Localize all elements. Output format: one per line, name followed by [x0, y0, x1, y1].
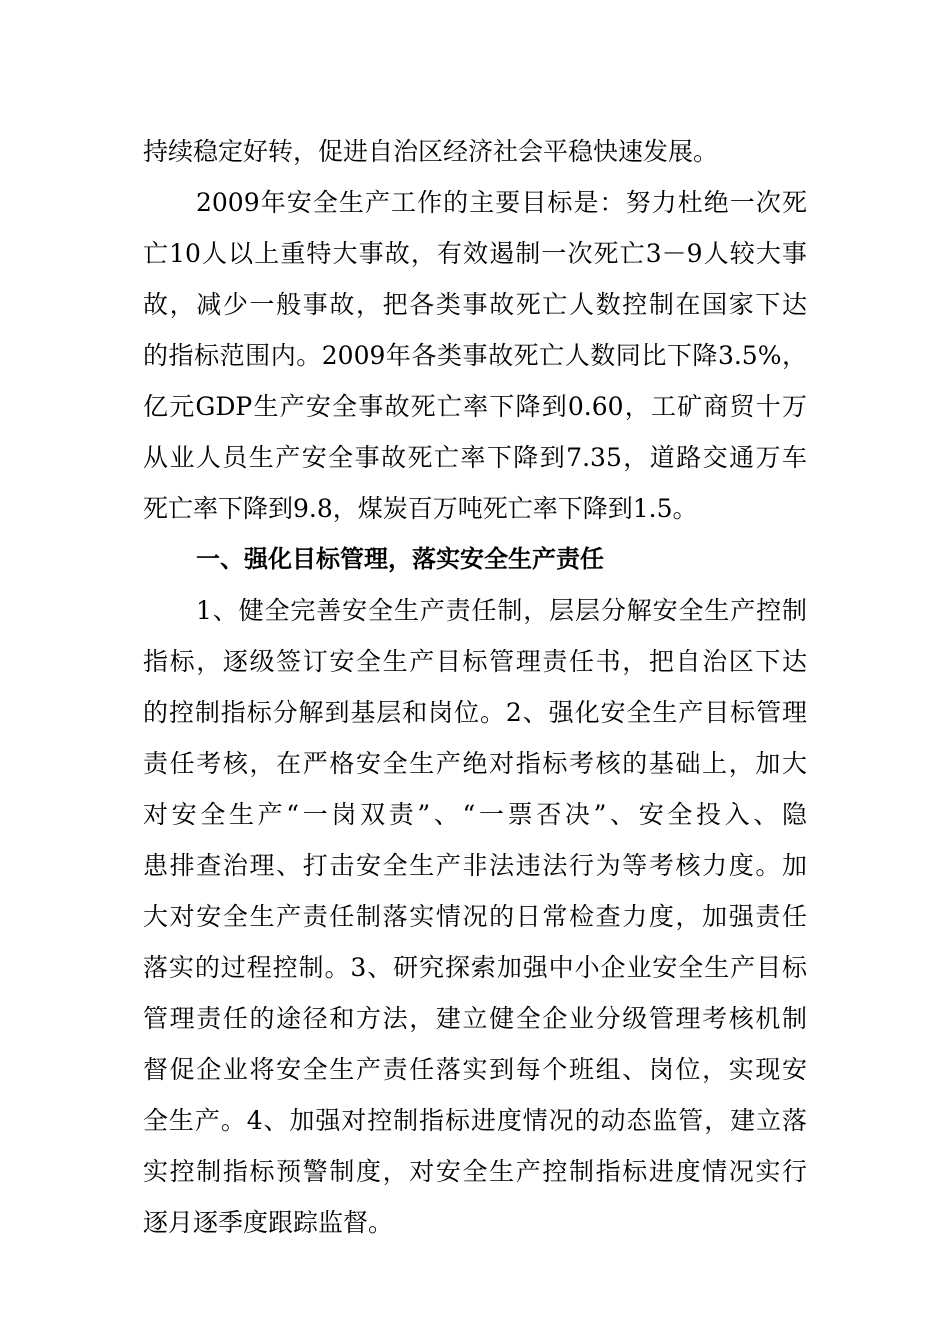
paragraph-line: 从业人员生产安全事故死亡率下降到7.35，道路交通万车 — [143, 443, 807, 472]
paragraph-line: 督促企业将安全生产责任落实到每个班组、岗位，实现安 — [143, 1055, 807, 1084]
paragraph-line: 对安全生产“一岗双责”、“一票否决”、安全投入、隐 — [143, 800, 807, 829]
paragraph-line: 管理责任的途径和方法，建立健全企业分级管理考核机制 — [143, 1004, 807, 1033]
paragraph-line: 实控制指标预警制度，对安全生产控制指标进度情况实行 — [143, 1157, 807, 1186]
paragraph-line: 死亡率下降到9.8，煤炭百万吨死亡率下降到1.5。 — [143, 494, 698, 523]
paragraph-line: 责任考核，在严格安全生产绝对指标考核的基础上，加大 — [143, 749, 807, 778]
paragraph-line: 故，减少一般事故，把各类事故死亡人数控制在国家下达 — [143, 290, 807, 319]
document-body — [143, 126, 807, 1248]
paragraph-line: 落实的过程控制。3、研究探索加强中小企业安全生产目标 — [143, 953, 807, 982]
paragraph-line: 的控制指标分解到基层和岗位。2、强化安全生产目标管理 — [143, 698, 807, 727]
paragraph-line: 全生产。4、加强对控制指标进度情况的动态监管，建立落 — [143, 1106, 807, 1135]
paragraph-line: 持续稳定好转，促进自治区经济社会平稳快速发展。 — [143, 137, 719, 166]
section-heading: 一、强化目标管理，落实安全生产责任 — [196, 545, 604, 573]
paragraph-line: 的指标范围内。2009年各类事故死亡人数同比下降3.5%， — [143, 341, 807, 370]
paragraph-line: 亿元GDP生产安全事故死亡率下降到0.60，工矿商贸十万 — [143, 392, 807, 421]
paragraph-line: 指标，逐级签订安全生产目标管理责任书，把自治区下达 — [143, 647, 807, 676]
paragraph-line: 2009年安全生产工作的主要目标是：努力杜绝一次死 — [196, 188, 807, 217]
paragraph-line: 逐月逐季度跟踪监督。 — [143, 1208, 394, 1237]
paragraph-line: 1、健全完善安全生产责任制，层层分解安全生产控制 — [196, 596, 807, 625]
paragraph-line: 大对安全生产责任制落实情况的日常检查力度，加强责任 — [143, 902, 807, 931]
paragraph-line: 亡10人以上重特大事故，有效遏制一次死亡3－9人较大事 — [143, 239, 807, 268]
paragraph-line: 患排查治理、打击安全生产非法违法行为等考核力度。加 — [143, 851, 807, 880]
